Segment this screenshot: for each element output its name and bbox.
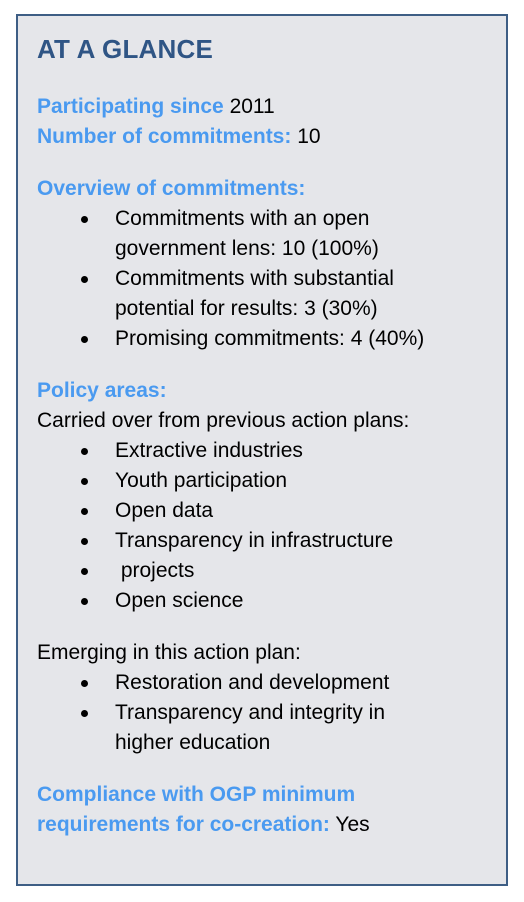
list-item-label: Youth participation (115, 469, 288, 492)
list-item-label: Open science (115, 589, 244, 612)
at-a-glance-box (16, 14, 508, 886)
list-item (37, 324, 496, 354)
list-item (37, 496, 496, 526)
list-item (37, 264, 496, 324)
bullet-icon (77, 466, 91, 496)
box-content (37, 32, 496, 840)
list-item-line: government lens: 10 (100%) (115, 237, 379, 260)
bullet-icon (77, 586, 91, 616)
list-item (37, 586, 496, 616)
emerging-label: Emerging in this action plan: (37, 641, 301, 664)
list-item-line: higher education (115, 731, 271, 754)
list-item (37, 204, 496, 264)
list-item-line: potential for results: 3 (30%) (115, 297, 378, 320)
bullet-icon (77, 526, 91, 556)
commitments-count-row (37, 122, 496, 152)
participating-since-value: 2011 (229, 95, 275, 118)
policy-areas-heading: Policy areas: (37, 379, 167, 402)
compliance-label-line2: requirements for co-creation: (37, 813, 330, 836)
spacer (37, 758, 496, 780)
list-item (37, 556, 496, 586)
compliance-value: Yes (335, 813, 370, 836)
bullet-icon (77, 436, 91, 466)
carried-over-list (37, 436, 496, 616)
box-title: AT A GLANCE (37, 34, 213, 64)
spacer (37, 152, 496, 174)
list-item (37, 668, 496, 698)
overview-list (37, 204, 496, 354)
bullet-icon (77, 324, 91, 354)
list-item-label: projects (115, 559, 195, 582)
list-item (37, 436, 496, 466)
spacer (37, 354, 496, 376)
commitments-count-label: Number of commitments: (37, 125, 292, 148)
participating-since-row (37, 92, 496, 122)
list-item-line: Transparency and integrity in (115, 701, 386, 724)
list-item-line: Commitments with substantial (115, 267, 394, 290)
list-item-line: Restoration and development (115, 671, 390, 694)
commitments-count-value: 10 (297, 125, 321, 148)
emerging-list (37, 668, 496, 758)
bullet-icon (77, 496, 91, 526)
overview-heading: Overview of commitments: (37, 177, 306, 200)
list-item-label: Transparency in infrastructure (115, 529, 394, 552)
list-item-label: Extractive industries (115, 439, 303, 462)
bullet-icon (77, 556, 91, 586)
compliance-label-line1: Compliance with OGP minimum (37, 783, 356, 806)
participating-since-label: Participating since (37, 95, 224, 118)
list-item (37, 466, 496, 496)
bullet-icon (77, 698, 91, 728)
spacer (37, 616, 496, 638)
bullet-icon (77, 204, 91, 234)
list-item (37, 698, 496, 758)
bullet-icon (77, 668, 91, 698)
carried-over-label: Carried over from previous action plans: (37, 409, 410, 432)
bullet-icon (77, 264, 91, 294)
list-item-line: Promising commitments: 4 (40%) (115, 327, 425, 350)
list-item (37, 526, 496, 556)
list-item-line: Commitments with an open (115, 207, 370, 230)
compliance-row (37, 810, 496, 840)
list-item-label: Open data (115, 499, 214, 522)
